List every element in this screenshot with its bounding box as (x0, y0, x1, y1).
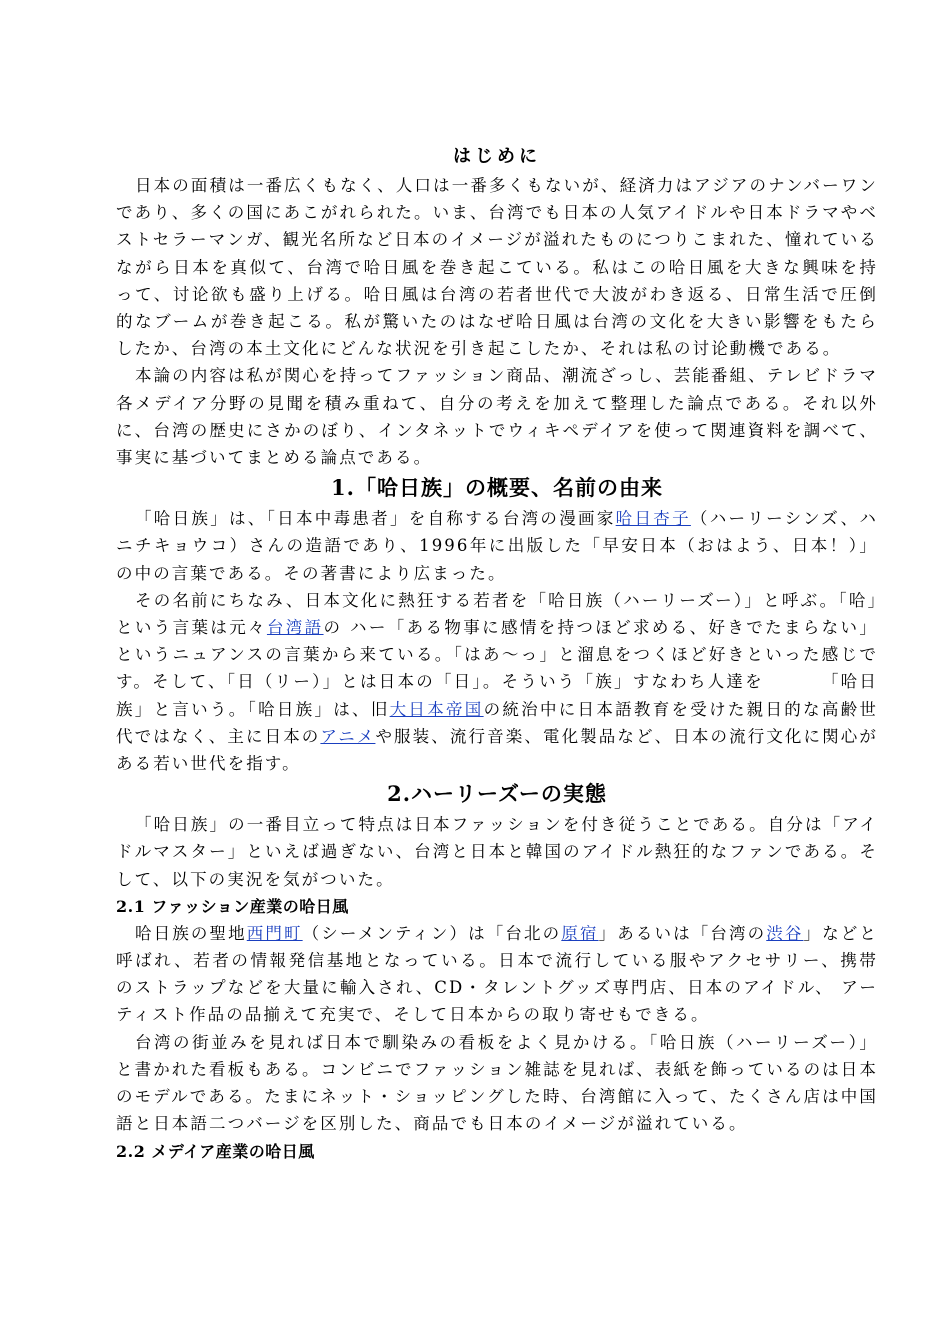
chapter-1-paragraph-1 (116, 505, 878, 587)
text-run: の統治中に日本語教育を受けた親日的な高齢世代ではなく、主に日本の (116, 699, 879, 746)
document-page (116, 140, 878, 1165)
text-run: 」あるいは「台湾の (598, 923, 767, 943)
chapter-1-paragraph-2 (116, 587, 878, 777)
page-title: はじめに (453, 146, 541, 167)
chapter-2-heading: 2.ハーリーズーの実態 (387, 781, 607, 807)
link-hanichi-kyoko[interactable]: 哈日杏子 (615, 509, 691, 529)
text-run: の ハー「ある物事に感情を持つほど求める、好きでたまらない」というニュアンスの言葉から来ている。「はあ〜っ」と溜息をつくほど好きといった感じです。そして、「日（リー）」とは日本の「日」。そういう「族」すなわち人達を (116, 618, 878, 692)
text-run: 哈日族の聖地 (134, 923, 247, 943)
text-run: その名前にちなみ、日本文化に熱狂する若者を「哈日族（ハーリーズー）」と呼ぶ。「哈」という言葉は元々 (116, 590, 878, 638)
section-2-1-heading: 2.1 ファッション産業の哈日風 (116, 896, 349, 916)
section-2-2-heading: 2.2 メデイア産業の哈日風 (116, 1141, 315, 1161)
section-2-1-paragraph-2: 台湾の街並みを見れば日本で馴染みの看板をよく見かける。「哈日族（ハーリーズー）」と書かれた看板もある。コンビニでファッション雑誌を見れば、表紙を飾っているのは日本のモデルである。たまにネット・ショッピングした時、台湾館に入って、たくさん店は中国語と日本語二つバージを区別した、商品でも日本のイメージが溢れている。 (116, 1032, 878, 1134)
link-ximending[interactable]: 西門町 (246, 923, 303, 943)
intro-paragraph-1: 日本の面積は一番広くもなく、人口は一番多くもないが、経済力はアジアのナンバーワンであり、多くの国にあこがれられた。いま、台湾でも日本の人気アイドルや日本ドラマやベストセラーマンガ、観光名所など日本のイメージが溢れたものにつりこまれた、憧れているながら日本を真似て、台湾で哈日風を巻き起こている。私はこの哈日風を大きな興味を持って、讨论欲も盛り上げる。哈日風は台湾の若者世代で大波がわき返る、日常生活で圧倒的なブームが巻き起こる。私が驚いたのはなぜ哈日風は台湾の文化を大きい影響をもたらしたか、台湾の本土文化にどんな状況を引き起こしたか、それは私の讨论動機である。 (116, 176, 878, 359)
link-empire-of-japan[interactable]: 大日本帝国 (389, 699, 484, 719)
text-run: （シーメンティン）は「台北の (302, 923, 562, 943)
chapter-1-heading: 1.「哈日族」の概要、名前の由来 (331, 475, 663, 501)
section-2-1-paragraph-1 (116, 920, 878, 1029)
chapter-2-paragraph-1: 「哈日族」の一番目立って特点は日本ファッションを付き従うことである。自分は「アイドルマスター」といえば過ぎない、台湾と日本と韓国のアイドル熱狂的なファンである。そして、以下の実況を気がついた。 (116, 815, 878, 889)
text-run: や服装、流行音楽、電化製品など、日本の流行文化に関心がある若い世代を指す。 (116, 726, 878, 774)
link-taiwanese-language[interactable]: 台湾語 (266, 618, 324, 638)
text-run: 「哈日族」は、「日本中毒患者」を自称する台湾の漫画家 (134, 509, 616, 529)
text-run: （ハーリーシンズ、ハニチキョウコ）さんの造語であり、1996年に出版した「早安日本（おはよう、日本！）」の中の言葉である。その著書により広まった。 (116, 509, 878, 583)
link-harajuku[interactable]: 原宿 (561, 923, 599, 943)
text-run: 「哈日族」と言いう。「哈日族」は、旧 (116, 672, 878, 719)
link-anime[interactable]: アニメ (320, 726, 376, 746)
link-shibuya[interactable]: 渋谷 (766, 923, 804, 943)
text-run: 」などと呼ばれ、若者の情報発信基地となっている。日本で流行している服やアクセサリー、携帯のストラップなどを大量に輸入され、CD・タレントグッズ専門店、日本のアイドル、 アーティスト作品の品揃えて充実で、そして日本からの取り寄せもできる。 (116, 923, 879, 1025)
intro-paragraph-2: 本論の内容は私が関心を持ってファッション商品、潮流ざっし、芸能番組、テレビドラマ各メデイア分野の見聞を積み重ねて、自分の考えを加えて整理した論点である。それ以外に、台湾の歴史にさかのぼり、インタネットでウィキペデイアを使って関連資料を調べて、事実に基づいてまとめる論点である。 (116, 366, 878, 468)
